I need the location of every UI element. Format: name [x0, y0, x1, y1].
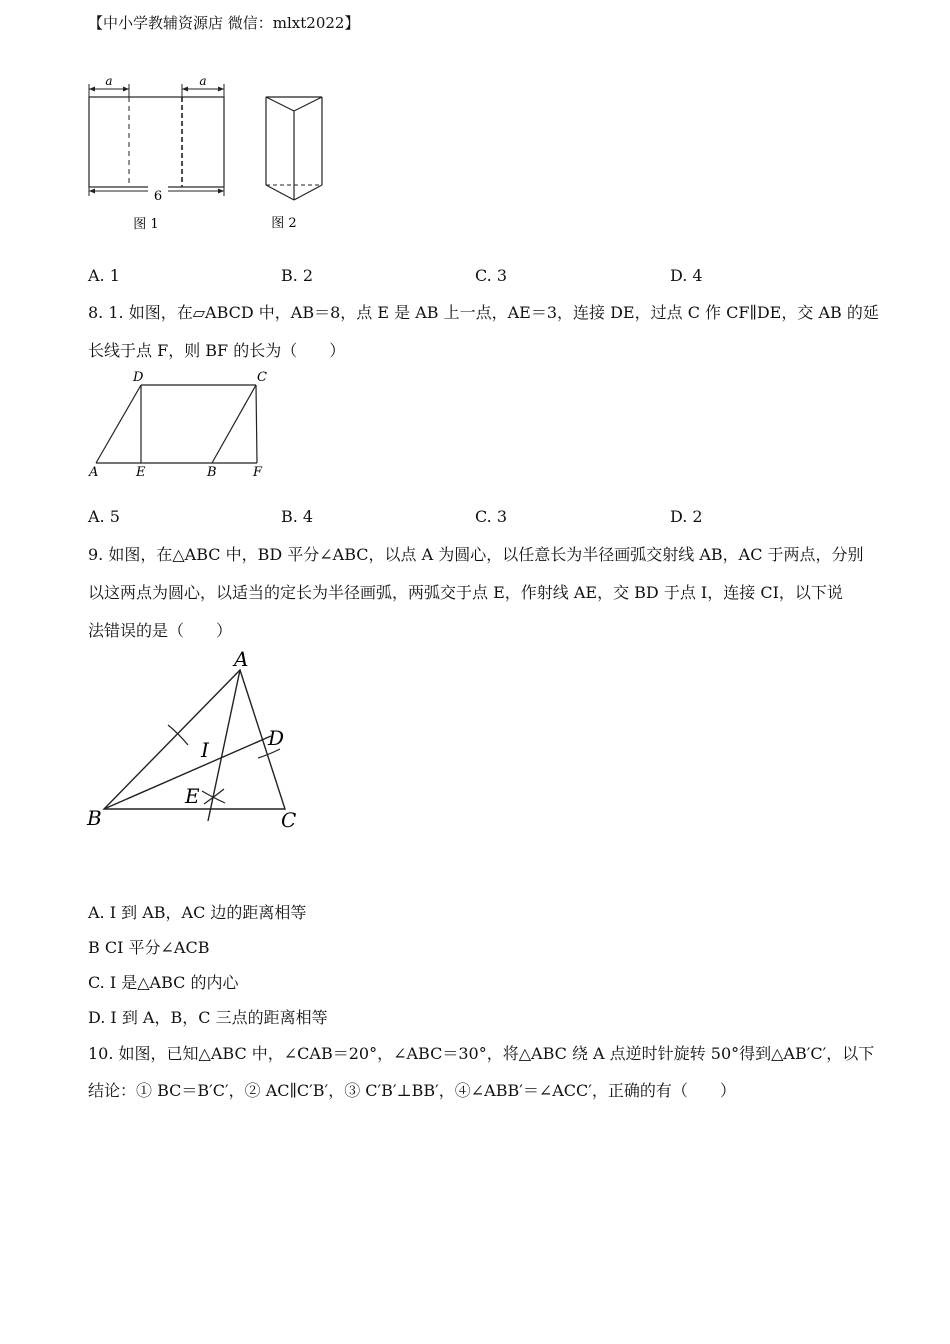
q8-option-c: C. 3	[475, 507, 508, 526]
label-b: B	[87, 806, 102, 830]
figure-2-caption: 图 2	[271, 216, 297, 231]
q7-figure-2-prism	[258, 90, 338, 240]
label-a-left: a	[105, 74, 113, 88]
label-a: A	[234, 647, 249, 671]
label-b: B	[207, 465, 217, 480]
q7-figure-1	[80, 74, 240, 244]
label-d: D	[268, 726, 285, 750]
label-i: I	[201, 738, 209, 762]
label-f: F	[253, 465, 263, 480]
q8-line-2: 长线于点 F，则 BF 的长为（ ）	[88, 341, 346, 360]
q10-line-1: 10. 如图，已知△ABC 中，∠CAB＝20°，∠ABC＝30°，将△ABC 绕 A 点逆时针旋转 50°得到△AB′C′，以下	[88, 1044, 875, 1063]
q8-line-1: 8. 1. 如图，在▱ABCD 中，AB＝8，点 E 是 AB 上一点，AE＝3，连接 DE，过点 C 作 CF∥DE，交 AB 的延	[88, 303, 879, 322]
q9-option-d: D. I 到 A，B，C 三点的距离相等	[88, 1008, 328, 1027]
q8-parallelogram-figure	[86, 366, 276, 484]
label-a-right: a	[199, 74, 207, 88]
q10-line-2: 结论：① BC＝B′C′，② AC∥C′B′，③ C′B′⊥BB′，④∠ABB′＝∠ACC′，正确的有（ ）	[88, 1081, 736, 1100]
unfolded-rectangle	[89, 97, 224, 187]
label-a: A	[89, 465, 99, 480]
q7-option-a: A. 1	[88, 266, 120, 285]
label-e: E	[185, 784, 200, 808]
q7-option-b: B. 2	[281, 266, 314, 285]
figure-1-caption: 图 1	[133, 217, 159, 232]
q9-triangle-figure	[80, 645, 310, 835]
q8-option-b: B. 4	[281, 507, 314, 526]
q8-option-a: A. 5	[88, 507, 120, 526]
q8-option-d: D. 2	[670, 507, 703, 526]
q9-option-b: B CI 平分∠ACB	[88, 938, 210, 957]
label-e: E	[136, 465, 146, 480]
q9-line-3: 法错误的是（ ）	[88, 621, 233, 640]
q7-option-d: D. 4	[670, 266, 703, 285]
label-c: C	[281, 808, 297, 832]
q9-line-2: 以这两点为圆心，以适当的定长为半径画弧，两弧交于点 E，作射线 AE，交 BD 于点 I，连接 CI，以下说	[88, 583, 843, 602]
label-c: C	[257, 370, 267, 385]
page-header: 【中小学教辅资源店 微信：mlxt2022】	[88, 14, 360, 32]
q7-option-c: C. 3	[475, 266, 508, 285]
q9-line-1: 9. 如图，在△ABC 中，BD 平分∠ABC，以点 A 为圆心，以任意长为半径画弧交射线 AB，AC 于两点，分别	[88, 545, 864, 564]
q9-option-a: A. I 到 AB，AC 边的距离相等	[88, 903, 307, 922]
q9-option-c: C. I 是△ABC 的内心	[88, 973, 239, 992]
label-width-6: 6	[153, 189, 163, 204]
label-d: D	[133, 370, 144, 385]
